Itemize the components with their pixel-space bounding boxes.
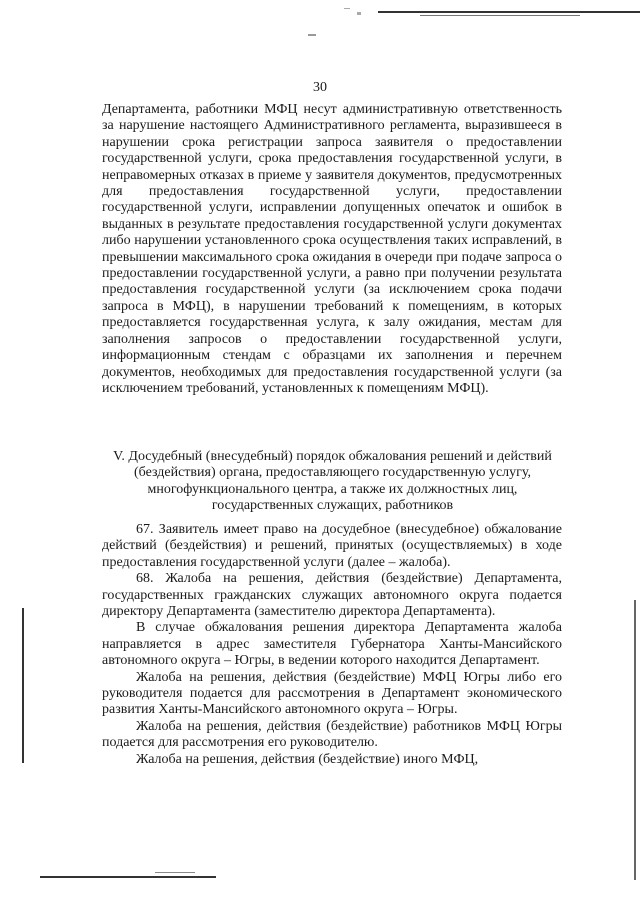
scan-artifact-top-line (378, 11, 640, 13)
scan-artifact-right-line (634, 600, 636, 880)
paragraph: Жалоба на решения, действия (бездействие) иного МФЦ, (136, 751, 479, 767)
paragraph-67: 67. Заявитель имеет право на досудебное (внесудебное) обжалование действий (бездействия) и решений, принятых (осуществляемых) в ходе предоставления государственной услуги (далее – жалоба). (102, 522, 562, 570)
scan-artifact-top-line-faint (420, 15, 580, 16)
paragraph: Жалоба на решения, действия (бездействие) МФЦ Югры либо его руководителя подается для рассмотрения в Департамент экономического развития Ханты-Мансийского автономного округа – Югры. (102, 669, 562, 718)
paragraph-68: 68. Жалоба на решения, действия (бездействие) Департамента, государственных гражданских служащих автономного округа подается директору Департамента (заместителю директора Департамента). (102, 571, 562, 620)
scan-artifact-speck (344, 8, 350, 9)
paragraph: В случае обжалования решения директора Департамента жалоба направляется в адрес заместителя Губернатора Ханты-Мансийского автономного округа – Югры, в ведении которого находится Департамент. (102, 620, 562, 669)
scan-artifact-left-line (22, 608, 24, 763)
paragraph-block-responsibility (102, 102, 562, 397)
paragraph: Жалоба на решения, действия (бездействие) работников МФЦ Югры подается для рассмотрения его руководителю. (102, 718, 562, 751)
scan-artifact-bottom-line-faint (155, 872, 195, 873)
page-number: 30 (313, 80, 327, 95)
section-heading: V. Досудебный (внесудебный) порядок обжалования решений и действий (бездействия) органа, предоставляющего государственную услугу, многофункционального центра, а также их должностных лиц, государственных служащих, работников (113, 449, 552, 514)
paragraph-block-complaints (102, 522, 562, 768)
paragraph: Департамента, работники МФЦ несут административную ответственность за нарушение настоящего Административного регламента, выразившееся в нарушении срока регистрации запроса заявителя о предоставлении государственной услуги, срока предоставления государственной услуги, в неправомерных отказах в приеме у заявителя документов, предусмотренных для предоставления государственной услуги, предоставлении государственной услуги, исправлении допущенных опечаток и ошибок в выданных в результате предоставления государственной услуги документах либо нарушении установленного срока осуществления таких исправлений, в превышении максимального срока ожидания в очереди при подаче запроса о предоставлении государственной услуги, а равно при получении результата предоставления государственной услуги (за исключением срока подачи запроса в МФЦ), в нарушении требований к помещениям, в которых предоставляется государственная услуга, к залу ожидания, местам для заполнения запросов о предоставлении государственной услуги, информационным стендам с образцами их заполнения и перечнем документов, необходимых для предоставления государственной услуги (за исключением требований, установленных к помещениям МФЦ). (102, 102, 562, 396)
scan-artifact-speck (308, 34, 316, 36)
scan-artifact-bottom-line (40, 876, 216, 878)
scan-artifact-speck (357, 12, 361, 15)
